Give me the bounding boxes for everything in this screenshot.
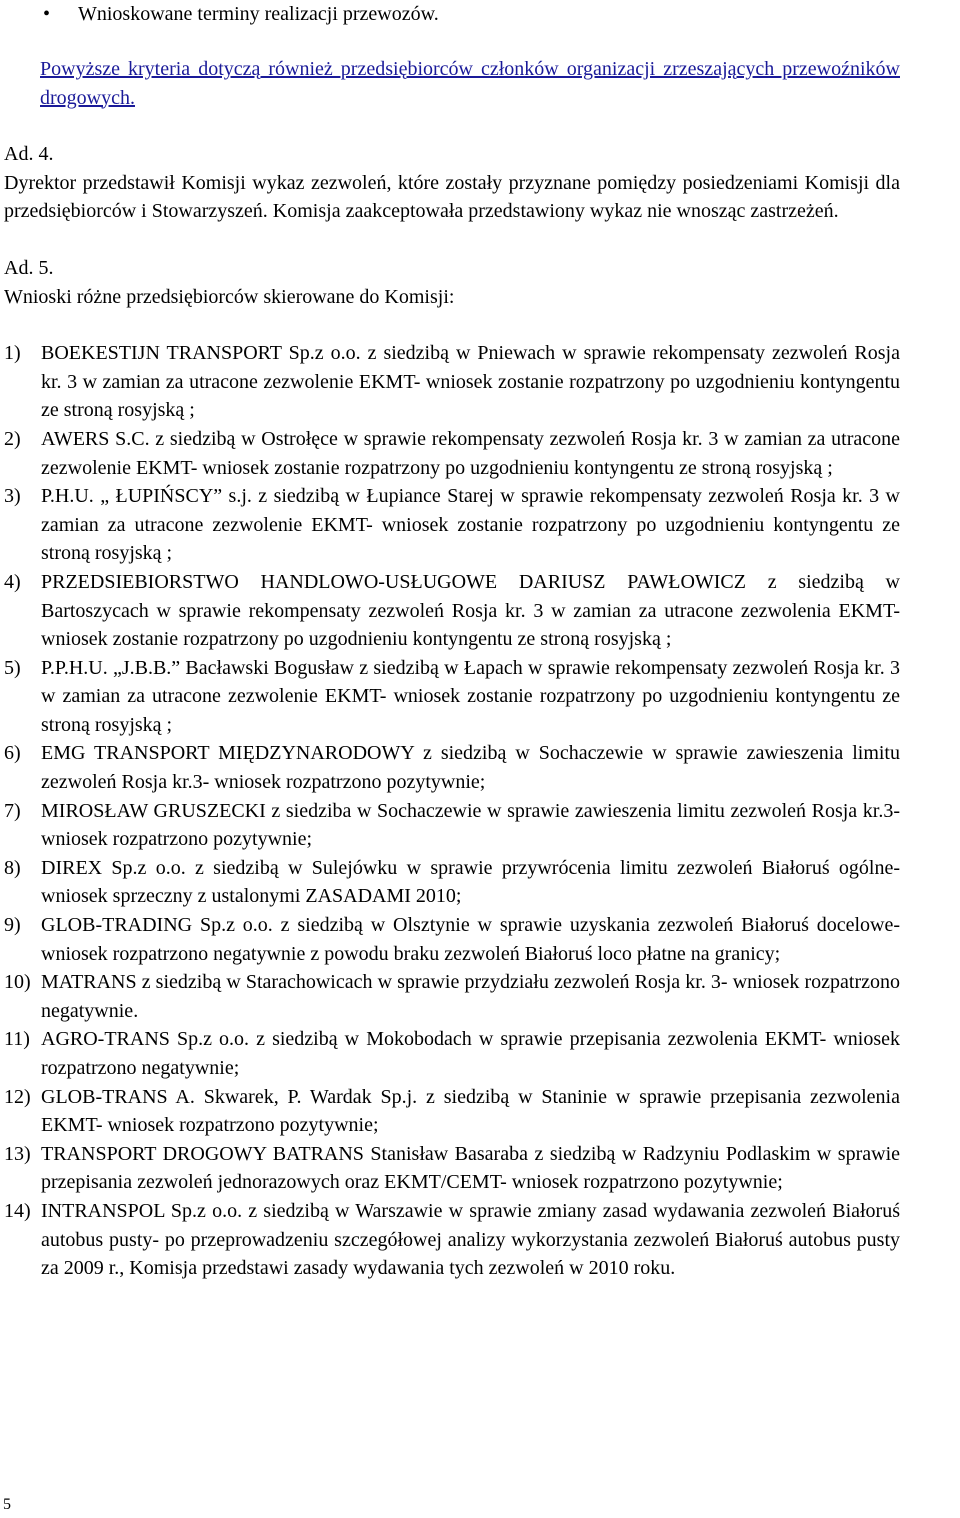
list-item <box>4 1140 900 1197</box>
list-item-number: 12) <box>4 1085 31 1108</box>
page-number: 5 <box>3 1496 11 1513</box>
list-item-number: 9) <box>4 914 21 937</box>
list-item <box>4 425 900 482</box>
requests-list <box>4 339 900 1283</box>
list-item <box>4 568 900 654</box>
bullet-text: Wnioskowane terminy realizacji przewozów. <box>78 3 439 25</box>
list-item <box>4 1025 900 1082</box>
list-item-number: 6) <box>4 742 21 765</box>
list-item-text: AGRO-TRANS Sp.z o.o. z siedzibą w Mokobodach w sprawie przepisania zezwolenia EKMT- wniosek rozpatrzono negatywnie; <box>41 1028 900 1079</box>
list-item-number: 4) <box>4 570 21 593</box>
bullet-item <box>4 0 900 29</box>
list-item <box>4 1083 900 1140</box>
list-item-text: GLOB-TRANS A. Skwarek, P. Wardak Sp.j. z siedzibą w Staninie w sprawie przepisania zezwolenia EKMT- wniosek rozpatrzono pozytywnie; <box>41 1085 900 1137</box>
list-item-number: 8) <box>4 856 21 879</box>
list-item-number: 1) <box>4 342 21 365</box>
list-item <box>4 968 900 1025</box>
list-item-number: 13) <box>4 1142 31 1165</box>
ad5-heading: Ad. 5. <box>4 256 54 279</box>
ad4-heading: Ad. 4. <box>4 143 54 166</box>
ad5-intro: Wnioski różne przedsiębiorców skierowane do Komisji: <box>4 285 455 308</box>
list-item-number: 5) <box>4 656 21 679</box>
list-item-text: MIROSŁAW GRUSZECKI z siedziba w Sochaczewie w sprawie zawieszenia limitu zezwoleń Rosja kr.3- wniosek rozpatrzono pozytywnie; <box>41 799 900 851</box>
section-ad5 <box>4 254 900 1283</box>
bullet-dot: • <box>43 3 51 25</box>
list-item-text: TRANSPORT DROGOWY BATRANS Stanisław Basaraba z siedzibą w Radzyniu Podlaskim w sprawie przepisania zezwoleń jednorazowych oraz EKMT/CEMT- wniosek rozpatrzono pozytywnie; <box>41 1142 900 1194</box>
section-ad4 <box>4 140 900 226</box>
list-item-text: P.H.U. „ ŁUPIŃSCY” s.j. z siedzibą w Łupiance Starej w sprawie rekompensaty zezwoleń Rosja kr. 3 w zamian za utracone zezwolenie EKMT- wniosek zostanie rozpatrzony po uzgodnieniu kontyngentu ze stroną rosyjską ; <box>41 485 900 565</box>
list-item-number: 10) <box>4 971 31 994</box>
list-item-text: BOEKESTIJN TRANSPORT Sp.z o.o. z siedzibą w Pniewach w sprawie rekompensaty zezwoleń Rosja kr. 3 w zamian za utracone zezwolenie EKMT- wniosek zostanie rozpatrzony po uzgodnieniu kontyngentu ze stroną rosyjską ; <box>41 342 900 422</box>
ad4-body: Dyrektor przedstawił Komisji wykaz zezwoleń, które zostały przyznane pomiędzy posiedzeniami Komisji dla przedsiębiorców i Stowarzyszeń. Komisja zaakceptowała przedstawiony wykaz nie wnosząc zastrzeżeń. <box>4 171 900 223</box>
list-item-text: PRZEDSIEBIORSTWO HANDLOWO-USŁUGOWE DARIUSZ PAWŁOWICZ z siedzibą w Bartoszycach w sprawie rekompensaty zezwoleń Rosja kr. 3 w zamian za utracone zezwolenia EKMT- wniosek zostanie rozpatrzony po uzgodnieniu kontyngentu ze stroną rosyjską ; <box>41 570 900 651</box>
list-item-text: DIREX Sp.z o.o. z siedzibą w Sulejówku w sprawie przywrócenia limitu zezwoleń Białoruś ogólne- wniosek sprzeczny z ustalonymi ZASADAMI 2010; <box>41 856 900 908</box>
list-item-number: 3) <box>4 485 21 508</box>
list-item-number: 7) <box>4 799 21 822</box>
list-item <box>4 911 900 968</box>
list-item <box>4 1197 900 1283</box>
document-page <box>4 0 900 1283</box>
list-item <box>4 339 900 425</box>
list-item-text: AWERS S.C. z siedzibą w Ostrołęce w sprawie rekompensaty zezwoleń Rosja kr. 3 w zamian za utracone zezwolenie EKMT- wniosek zostanie rozpatrzony po uzgodnieniu kontyngentu ze stroną rosyjską ; <box>41 427 900 479</box>
list-item-text: INTRANSPOL Sp.z o.o. z siedzibą w Warszawie w sprawie zmiany zasad wydawania zezwoleń Białoruś autobus pusty- po przeprowadzeniu szczegółowej analizy wykorzystania zezwoleń Białoruś autobus pusty za 2009 r., Komisja przedstawi zasady wydawania tych zezwoleń w 2010 roku. <box>41 1199 900 1280</box>
list-item-text: MATRANS z siedzibą w Starachowicach w sprawie przydziału zezwoleń Rosja kr. 3- wniosek rozpatrzono negatywnie. <box>41 971 900 1022</box>
list-item-number: 2) <box>4 427 21 450</box>
list-item-text: EMG TRANSPORT MIĘDZYNARODOWY z siedzibą w Sochaczewie w sprawie zawieszenia limitu zezwoleń Rosja kr.3- wniosek rozpatrzono pozytywnie; <box>41 742 900 794</box>
criteria-note: Powyższe kryteria dotyczą również przedsiębiorców członków organizacji zrzeszających przewoźników drogowych. <box>40 58 900 109</box>
list-item-text: P.P.H.U. „J.B.B.” Bacławski Bogusław z siedzibą w Łapach w sprawie rekompensaty zezwoleń Rosja kr. 3 w zamian za utracone zezwolenie EKMT- wniosek zostanie rozpatrzony po uzgodnieniu kontyngentu ze stroną rosyjską ; <box>41 656 900 736</box>
list-item-number: 11) <box>4 1028 30 1051</box>
list-item <box>4 739 900 796</box>
list-item <box>4 482 900 568</box>
list-item <box>4 654 900 740</box>
list-item <box>4 797 900 854</box>
list-item-text: GLOB-TRADING Sp.z o.o. z siedzibą w Olsztynie w sprawie uzyskania zezwoleń Białoruś docelowe-wniosek rozpatrzono negatywnie z powodu braku zezwoleń Białoruś loco płatne na granicy; <box>41 914 900 965</box>
list-item-number: 14) <box>4 1199 31 1222</box>
list-item <box>4 854 900 911</box>
